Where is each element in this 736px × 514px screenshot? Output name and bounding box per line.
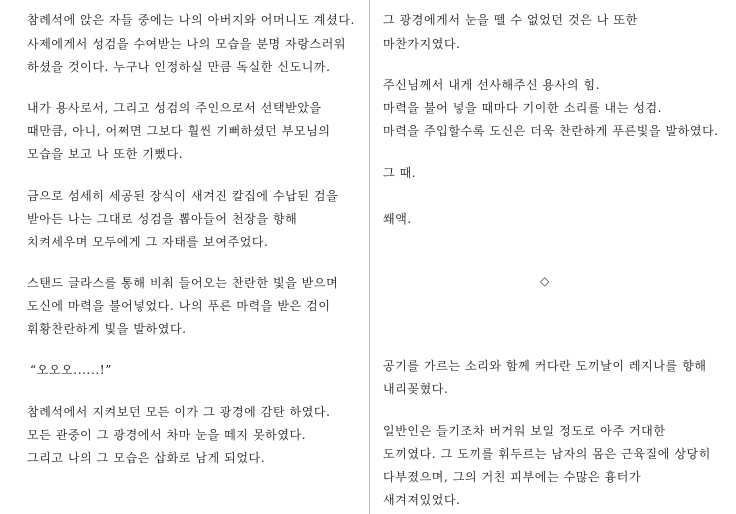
text-line: 그 광경에게서 눈을 뗄 수 없었던 것은 나 또한 xyxy=(383,13,638,27)
text-line: 모습을 보고 나 또한 기뻤다. xyxy=(27,147,184,161)
text-line: 쐐액. xyxy=(383,212,412,226)
section-separator-icon: ◇ xyxy=(540,274,550,288)
text-line: 하셨을 것이다. 누구나 인정하실 만큼 독실한 신도니까. xyxy=(27,60,331,74)
text-line: 때만큼, 아니, 어쩌면 그보다 훨씬 기뻐하셨던 부모님의 xyxy=(27,124,331,138)
text-line: 새겨져있었다. xyxy=(383,493,461,507)
text-line: 참례석에서 지켜보던 모든 이가 그 광경에 감탄 하였다. xyxy=(27,405,331,419)
text-line: 마력을 주입할수록 도신은 더욱 찬란하게 푸른빛을 발하였다. xyxy=(383,124,719,138)
dialogue-line: “오오오......!” xyxy=(30,363,112,377)
text-line: 그 때. xyxy=(383,166,417,180)
right-page xyxy=(370,0,736,514)
text-line: 사제에게서 성검을 수여받는 나의 모습을 분명 자랑스러워 xyxy=(27,37,347,51)
text-line: 그리고 나의 그 모습은 삽화로 남게 되었다. xyxy=(27,451,266,465)
text-line: 도끼였다. 그 도끼를 휘두르는 남자의 몸은 근육질에 상당히 xyxy=(383,447,711,461)
text-line: 공기를 가르는 소리와 함께 커다란 도끼날이 레지나를 향해 xyxy=(383,359,707,373)
text-line: 마찬가지였다. xyxy=(383,37,461,51)
text-line: 휘황찬란하게 빛을 발하였다. xyxy=(27,322,187,336)
text-line: 내가 용사로서, 그리고 성검의 주인으로서 선택받았을 xyxy=(27,101,322,115)
text-line: 모든 관중이 그 광경에서 차마 눈을 떼지 못하였다. xyxy=(27,428,307,442)
text-line: 내리꽂혔다. xyxy=(383,382,449,396)
text-line: 주신님께서 내게 선사해주신 용사의 힘. xyxy=(383,78,601,92)
text-line: 참례석에 앉은 자들 중에는 나의 아버지와 어머니도 계셨다. xyxy=(27,13,355,27)
text-line: 마력을 불어 넣을 때마다 기이한 소리를 내는 성검. xyxy=(383,101,663,115)
text-line: 스탠드 글라스를 통해 비춰 들어오는 찬란한 빛을 받으며 xyxy=(27,276,339,290)
text-line: 금으로 섬세히 세공된 장식이 새겨진 칼집에 수납된 검을 xyxy=(27,189,339,203)
text-line: 치켜세우며 모두에게 그 자태를 보여주었다. xyxy=(27,235,269,249)
text-line: 다부졌으며, 그의 거친 피부에는 수많은 흉터가 xyxy=(383,470,642,484)
text-line: 받아든 나는 그대로 성검을 뽑아들어 천장을 향해 xyxy=(27,212,298,226)
text-line: 도신에 마력을 불어넣었다. 나의 푸른 마력을 받은 검이 xyxy=(27,299,331,313)
text-line: 일반인은 들기조차 버거워 보일 정도로 아주 거대한 xyxy=(383,424,666,438)
